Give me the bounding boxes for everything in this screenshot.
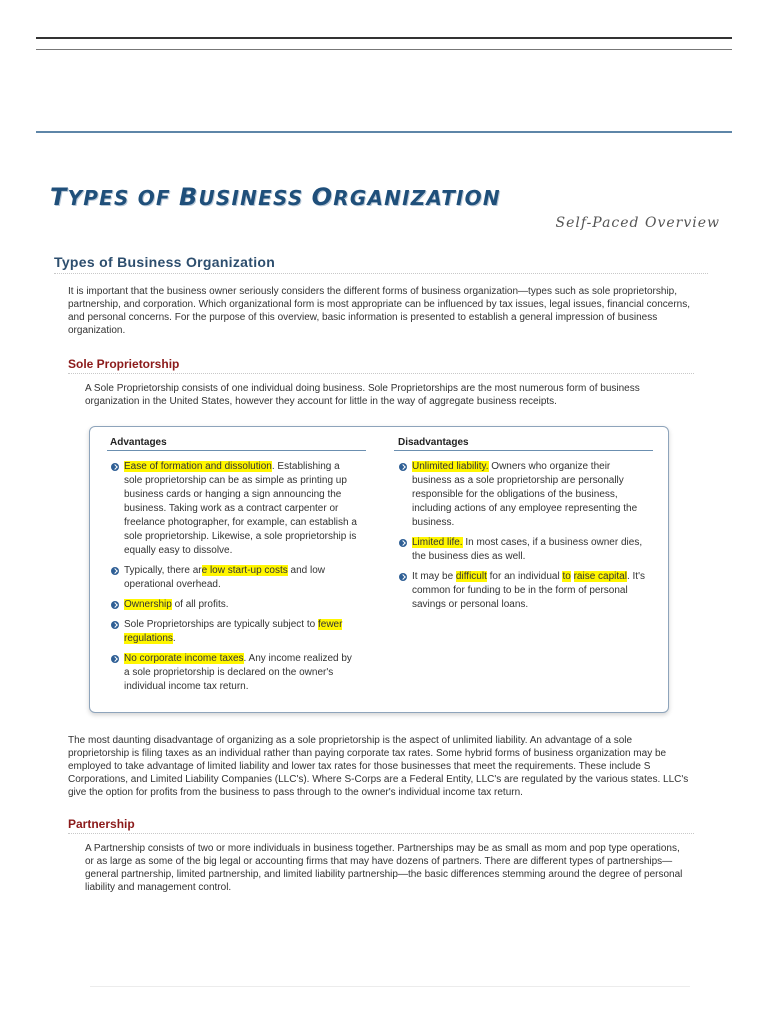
item-text: . It's common for funding to be in the form of personal savings or personal loans.: [412, 571, 645, 610]
item-text: In most cases, if a business owner dies, the business dies as well.: [412, 537, 643, 562]
advantages-rule: [107, 450, 366, 451]
highlighted-text: Ease of formation and dissolution: [124, 461, 272, 472]
disadvantage-item: [399, 570, 647, 612]
footer-rule: [90, 986, 690, 987]
page-title-segment: O: [311, 183, 334, 211]
item-text: Sole Proprietorships are typically subject to: [124, 619, 318, 630]
advantage-item: [111, 460, 357, 558]
item-text: . Any income realized by a sole proprietorship is declared on the owner's individual income tax return.: [124, 653, 352, 692]
arrow-bullet-icon: [111, 567, 119, 575]
sole-proprietorship-heading: Sole Proprietorship: [68, 357, 180, 371]
advantage-item: [111, 652, 357, 694]
item-text: of all profits.: [171, 599, 229, 610]
disadvantages-rule: [394, 450, 653, 451]
sole-paragraph: A Sole Proprietorship consists of one individual doing business. Sole Proprietorships are the most numerous form of business organization in the United States, however they account for little in the way of aggregate business receipts.: [85, 383, 640, 407]
page-title-segment: B: [178, 183, 199, 211]
highlighted-text: to: [562, 571, 571, 582]
arrow-bullet-icon: [399, 573, 407, 581]
item-text: and low operational overhead.: [124, 565, 326, 590]
highlighted-text: e low start-up costs: [201, 565, 288, 576]
summary-paragraph: The most daunting disadvantage of organizing as a sole proprietorship is the aspect of unlimited liability. An advantage of a sole proprietorship is filing taxes as an individual rather than paying corporate tax rates. Some hybrid forms of business organization may be employed to take advantage of limited liability and lower tax rates for those businesses that meet the requirements. These include S Corporations, and Limited Liability Companies (LLC's). Where S-Corps are a Federal Entity, LLC's are regulated by the various states. LLC's give the option for profits from the business to pass through to the owner's individual income tax return.: [68, 735, 689, 798]
arrow-bullet-icon: [111, 601, 119, 609]
arrow-bullet-icon: [111, 463, 119, 471]
highlighted-text: Unlimited liability.: [412, 461, 489, 472]
item-text: for an individual: [486, 571, 563, 582]
item-text: . Establishing a sole proprietorship can be as simple as printing up business cards or hanging a sign announcing the business. Taking work as a contract carpenter or freelance photographer, for example, can establish a sole proprietorship. Likewise, a sole proprietorship is equally easy to dissolve.: [124, 461, 357, 556]
disadvantages-list: [399, 460, 647, 618]
advantages-list: [111, 460, 357, 700]
sole-divider: [68, 373, 694, 374]
section-divider: [54, 273, 708, 274]
highlighted-text: raise capital: [573, 571, 627, 582]
section-title: Types of Business Organization: [54, 254, 276, 270]
page-title-segment: YPES OF: [67, 186, 179, 210]
partnership-heading: Partnership: [68, 817, 135, 831]
disadvantage-item: [399, 536, 647, 564]
header-rule-blue: [36, 131, 732, 133]
arrow-bullet-icon: [111, 655, 119, 663]
header-rule-thin: [36, 49, 732, 50]
advantage-item: [111, 618, 357, 646]
partnership-divider: [68, 833, 694, 834]
advantage-item: [111, 598, 357, 612]
highlighted-text: fewer regulations: [124, 619, 343, 644]
comparison-box: [89, 426, 669, 713]
arrow-bullet-icon: [399, 539, 407, 547]
arrow-bullet-icon: [111, 621, 119, 629]
highlighted-text: Ownership: [124, 599, 172, 610]
advantages-heading: Advantages: [110, 437, 167, 448]
page-title-segment: RGANIZATION: [333, 186, 501, 210]
item-text: Typically, there ar: [124, 565, 202, 576]
header-rule-top: [36, 37, 732, 39]
item-text: It may be: [412, 571, 456, 582]
advantage-item: [111, 564, 357, 592]
page-title: [50, 183, 501, 211]
page-subtitle: Self-Paced Overview: [555, 215, 720, 231]
highlighted-text: Limited life.: [412, 537, 463, 548]
highlighted-text: difficult: [455, 571, 487, 582]
arrow-bullet-icon: [399, 463, 407, 471]
disadvantages-heading: Disadvantages: [398, 437, 469, 448]
page-title-segment: USINESS: [198, 186, 312, 210]
highlighted-text: No corporate income taxes: [124, 653, 244, 664]
page-title-segment: T: [50, 183, 68, 211]
item-text: .: [172, 633, 176, 644]
item-text: Owners who organize their business as a sole proprietorship are personally responsible for the obligations of the business, including actions of any employee representing the business.: [412, 461, 638, 528]
disadvantage-item: [399, 460, 647, 530]
intro-paragraph: It is important that the business owner seriously considers the different forms of business organization—types such as sole proprietorship, partnership, and corporation. Which organizational form is most appropriate can be influenced by tax issues, legal issues, financial concerns, and personal concerns. For the purpose of this overview, basic information is presented to establish a general impression of business organization.: [68, 286, 690, 336]
partnership-paragraph: A Partnership consists of two or more individuals in business together. Partnerships may be as small as mom and pop type operations, or as large as some of the big legal or accounting firms that may have dozens of partners. There are different types of partnerships—general partnership, limited partnership, and limited liability partnership—the basic differences stemming around the degree of personal liability and management control.: [85, 843, 683, 893]
